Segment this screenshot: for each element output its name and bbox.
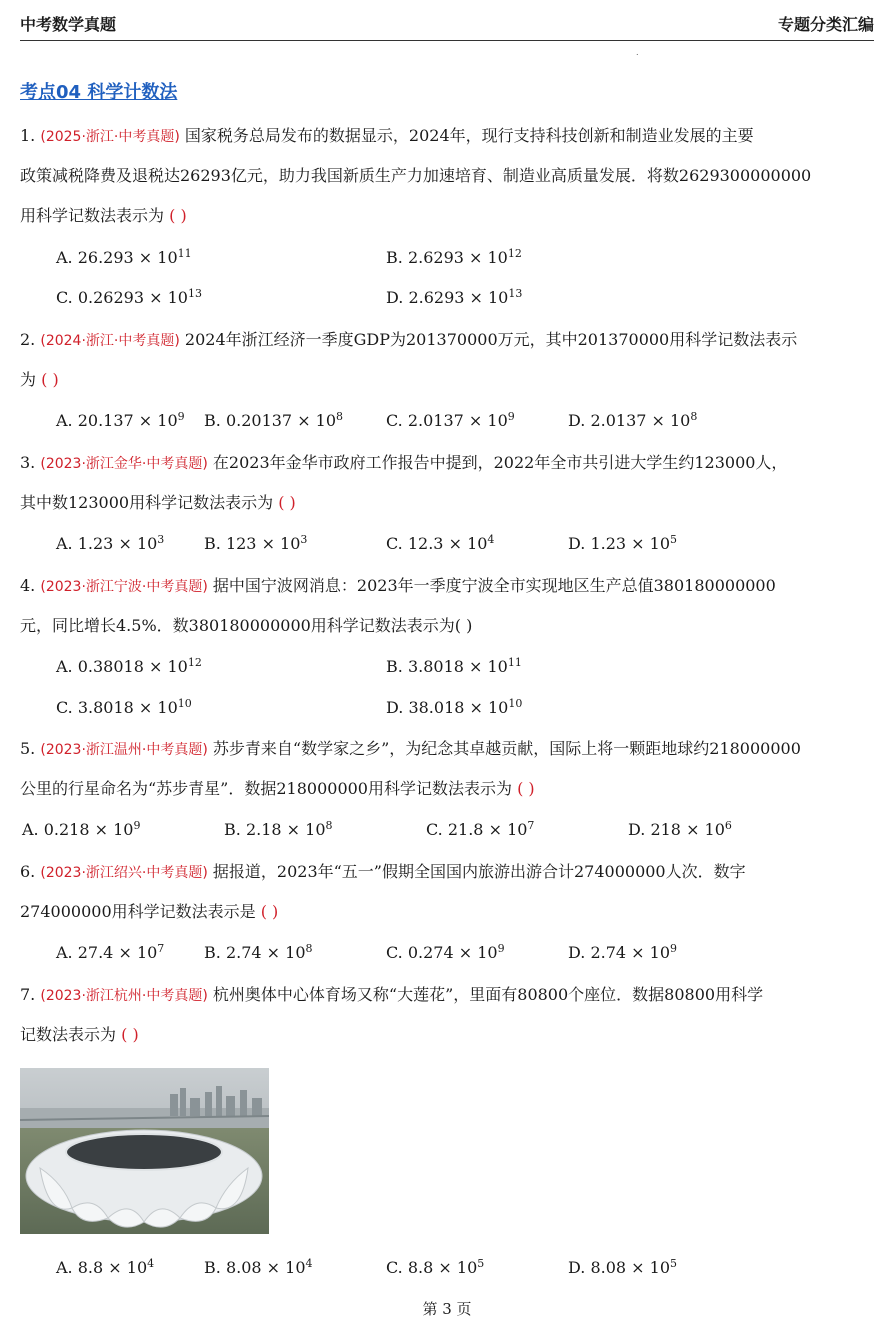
question-source: (2024·浙江·中考真题) — [40, 333, 180, 349]
option-exponent: 3 — [157, 533, 165, 546]
option-label: B. — [204, 1258, 221, 1277]
question-text: 在2023年金华市政府工作报告中提到，2022年全市共引进大学生约123000人， — [212, 453, 788, 472]
question-source: (2023·浙江温州·中考真题) — [40, 742, 208, 758]
answer-bracket: ( ) — [517, 779, 535, 798]
option-base: 8.8 × 10 — [407, 1258, 478, 1277]
question-number: 6. — [20, 862, 36, 881]
option-b[interactable] — [204, 943, 313, 963]
q4-line-1 — [20, 576, 776, 597]
option-base: 123 × 10 — [225, 534, 301, 553]
header-dot-mark: . — [636, 48, 639, 57]
option-base: 3.8018 × 10 — [77, 698, 178, 717]
answer-bracket: ( ) — [121, 1025, 139, 1044]
option-base: 1.23 × 10 — [590, 534, 670, 553]
option-label: C. — [386, 943, 403, 962]
option-b[interactable] — [386, 657, 522, 677]
option-exponent: 10 — [508, 697, 523, 710]
option-a[interactable] — [56, 248, 192, 268]
option-exponent: 9 — [670, 942, 677, 955]
q7-line-1 — [20, 985, 763, 1006]
option-base: 1.23 × 10 — [77, 534, 158, 553]
option-base: 20.137 × 10 — [77, 411, 178, 430]
option-label: A. — [56, 248, 73, 267]
question-number: 2. — [20, 330, 36, 349]
option-label: D. — [628, 820, 646, 839]
question-text: 2024年浙江经济一季度GDP为201370000万元，其中201370000用科学记数法表示 — [184, 330, 798, 349]
question-text: 274000000用科学记数法表示是 — [20, 902, 256, 921]
option-label: D. — [568, 943, 586, 962]
option-label: A. — [56, 943, 73, 962]
option-base: 0.38018 × 10 — [77, 657, 188, 676]
option-base: 2.0137 × 10 — [590, 411, 691, 430]
option-label: B. — [224, 820, 241, 839]
option-base: 0.274 × 10 — [407, 943, 498, 962]
option-exponent: 3 — [300, 533, 308, 546]
option-exponent: 5 — [670, 1257, 677, 1270]
option-exponent: 11 — [177, 247, 192, 260]
option-base: 26.293 × 10 — [77, 248, 178, 267]
option-base: 38.018 × 10 — [408, 698, 509, 717]
question-text: 元，同比增长4.5%．数380180000000用科学记数法表示为( ) — [20, 616, 473, 635]
q2-line-1 — [20, 330, 797, 351]
option-a[interactable] — [56, 657, 202, 677]
option-c[interactable] — [426, 820, 534, 840]
option-c[interactable] — [56, 698, 192, 718]
q4-line2 — [20, 616, 472, 636]
question-text: 其中数123000用科学记数法表示为 — [20, 493, 274, 512]
option-label: C. — [386, 1258, 403, 1277]
option-label: D. — [386, 288, 404, 307]
option-base: 0.20137 × 10 — [225, 411, 337, 430]
option-label: A. — [56, 657, 73, 676]
option-base: 2.74 × 10 — [225, 943, 306, 962]
question-text: 国家税务总局发布的数据显示，2024年，现行支持科技创新和制造业发展的主要 — [184, 126, 754, 145]
option-exponent: 9 — [507, 410, 515, 423]
question-text: 苏步青来自“数学家之乡”，为纪念其卓越贡献，国际上将一颗距地球约218000000 — [212, 739, 801, 758]
q7-line2 — [20, 1025, 139, 1045]
option-label: D. — [386, 698, 404, 717]
q2-line2 — [20, 370, 59, 390]
option-label: C. — [426, 820, 443, 839]
question-number: 5. — [20, 739, 36, 758]
option-base: 12.3 × 10 — [407, 534, 488, 553]
option-exponent: 5 — [477, 1257, 485, 1270]
option-exponent: 4 — [147, 1257, 155, 1270]
question-text: 据中国宁波网消息：2023年一季度宁波全市实现地区生产总值380180000000 — [212, 576, 776, 595]
answer-bracket: ( ) — [278, 493, 296, 512]
option-d[interactable] — [568, 943, 677, 963]
option-exponent: 9 — [497, 942, 505, 955]
option-label: A. — [56, 411, 73, 430]
option-exponent: 8 — [690, 410, 698, 423]
option-d[interactable] — [568, 534, 677, 554]
section-title: 考点04 科学计数法 — [20, 82, 178, 103]
stadium-photo — [20, 1068, 269, 1234]
option-exponent: 9 — [177, 410, 185, 423]
option-base: 2.6293 × 10 — [408, 288, 509, 307]
option-exponent: 13 — [187, 287, 202, 300]
option-d[interactable] — [386, 288, 522, 308]
option-c[interactable] — [386, 534, 494, 554]
option-b[interactable] — [204, 411, 343, 431]
option-base: 2.18 × 10 — [245, 820, 326, 839]
option-label: C. — [56, 288, 73, 307]
question-source: (2023·浙江金华·中考真题) — [40, 456, 208, 472]
question-text: 杭州奥体中心体育场又称“大莲花”，里面有80800个座位．数据80800用科学 — [212, 985, 764, 1004]
option-a[interactable] — [56, 534, 164, 554]
option-d[interactable] — [386, 698, 522, 718]
q3-line-1 — [20, 453, 787, 474]
option-exponent: 4 — [487, 533, 495, 546]
option-exponent: 8 — [336, 410, 344, 423]
option-b[interactable] — [224, 820, 333, 840]
option-label: B. — [204, 943, 221, 962]
option-exponent: 12 — [507, 247, 522, 260]
answer-bracket: ( ) — [169, 206, 187, 225]
q1-line2 — [20, 166, 811, 186]
answer-bracket: ( ) — [260, 902, 279, 921]
option-b[interactable] — [386, 248, 522, 268]
question-text: 记数法表示为 — [20, 1025, 117, 1044]
q6-line2 — [20, 902, 278, 922]
option-label: C. — [386, 411, 403, 430]
option-c[interactable] — [386, 943, 505, 963]
option-base: 2.74 × 10 — [590, 943, 670, 962]
question-text: 公里的行星命名为“苏步青星”．数据218000000用科学记数法表示为 — [20, 779, 512, 798]
option-exponent: 4 — [305, 1257, 313, 1270]
answer-bracket: ( ) — [41, 370, 59, 389]
option-c[interactable] — [56, 288, 202, 308]
question-text: 据报道，2023年“五一”假期全国国内旅游出游合计274000000人次．数字 — [212, 862, 746, 881]
question-source: (2023·浙江杭州·中考真题) — [40, 988, 208, 1004]
option-label: B. — [386, 657, 403, 676]
q5-line2 — [20, 779, 535, 799]
option-label: B. — [204, 411, 221, 430]
option-b[interactable] — [204, 1258, 313, 1278]
option-label: C. — [386, 534, 403, 553]
option-base: 8.08 × 10 — [225, 1258, 306, 1277]
option-base: 8.8 × 10 — [77, 1258, 148, 1277]
question-number: 3. — [20, 453, 36, 472]
option-d[interactable] — [568, 1258, 677, 1278]
option-b[interactable] — [204, 534, 307, 554]
option-d[interactable] — [568, 411, 697, 431]
option-exponent: 6 — [724, 819, 732, 832]
question-text: 为 — [20, 370, 37, 389]
option-exponent: 5 — [670, 533, 677, 546]
option-base: 2.0137 × 10 — [407, 411, 508, 430]
option-exponent: 13 — [508, 287, 523, 300]
option-base: 2.6293 × 10 — [407, 248, 508, 267]
option-label: A. — [22, 820, 39, 839]
option-base: 0.218 × 10 — [43, 820, 134, 839]
option-base: 27.4 × 10 — [77, 943, 158, 962]
option-base: 21.8 × 10 — [447, 820, 528, 839]
option-exponent: 8 — [305, 942, 313, 955]
q1-line-1 — [20, 126, 754, 147]
option-exponent: 8 — [325, 819, 333, 832]
option-exponent: 7 — [527, 819, 535, 832]
option-label: D. — [568, 1258, 586, 1277]
option-base: 0.26293 × 10 — [77, 288, 188, 307]
question-source: (2023·浙江宁波·中考真题) — [40, 579, 208, 595]
option-a[interactable] — [22, 820, 140, 840]
stadium-illustration — [20, 1068, 269, 1234]
q1-line3 — [20, 206, 187, 226]
header-left: 中考数学真题 — [20, 15, 117, 34]
option-a[interactable] — [56, 943, 164, 963]
option-a[interactable] — [56, 1258, 154, 1278]
option-label: D. — [568, 411, 586, 430]
option-exponent: 9 — [133, 819, 141, 832]
option-label: B. — [386, 248, 403, 267]
question-text: 用科学记数法表示为 — [20, 206, 165, 225]
q5-line-1 — [20, 739, 801, 760]
option-exponent: 7 — [157, 942, 165, 955]
option-label: A. — [56, 1258, 73, 1277]
header-right: 专题分类汇编 — [777, 15, 874, 34]
option-label: D. — [568, 534, 586, 553]
option-exponent: 12 — [187, 656, 202, 669]
option-base: 218 × 10 — [650, 820, 725, 839]
page-header — [20, 12, 874, 41]
option-c[interactable] — [386, 411, 515, 431]
question-source: (2023·浙江绍兴·中考真题) — [40, 865, 208, 881]
option-a[interactable] — [56, 411, 185, 431]
question-text: 政策减税降费及退税达26293亿元，助力我国新质生产力加速培育、制造业高质量发展．将数2629300000000 — [20, 166, 812, 185]
option-label: C. — [56, 698, 73, 717]
page-footer: 第 3 页 — [422, 1300, 472, 1318]
q6-line-1 — [20, 862, 746, 883]
question-number: 1. — [20, 126, 36, 145]
option-base: 8.08 × 10 — [590, 1258, 670, 1277]
option-base: 3.8018 × 10 — [407, 657, 508, 676]
option-exponent: 11 — [507, 656, 522, 669]
option-exponent: 10 — [177, 697, 192, 710]
question-number: 7. — [20, 985, 36, 1004]
option-c[interactable] — [386, 1258, 484, 1278]
option-d[interactable] — [628, 820, 732, 840]
option-label: B. — [204, 534, 221, 553]
question-number: 4. — [20, 576, 36, 595]
q3-line2 — [20, 493, 296, 513]
option-label: A. — [56, 534, 73, 553]
question-source: (2025·浙江·中考真题) — [40, 129, 180, 145]
